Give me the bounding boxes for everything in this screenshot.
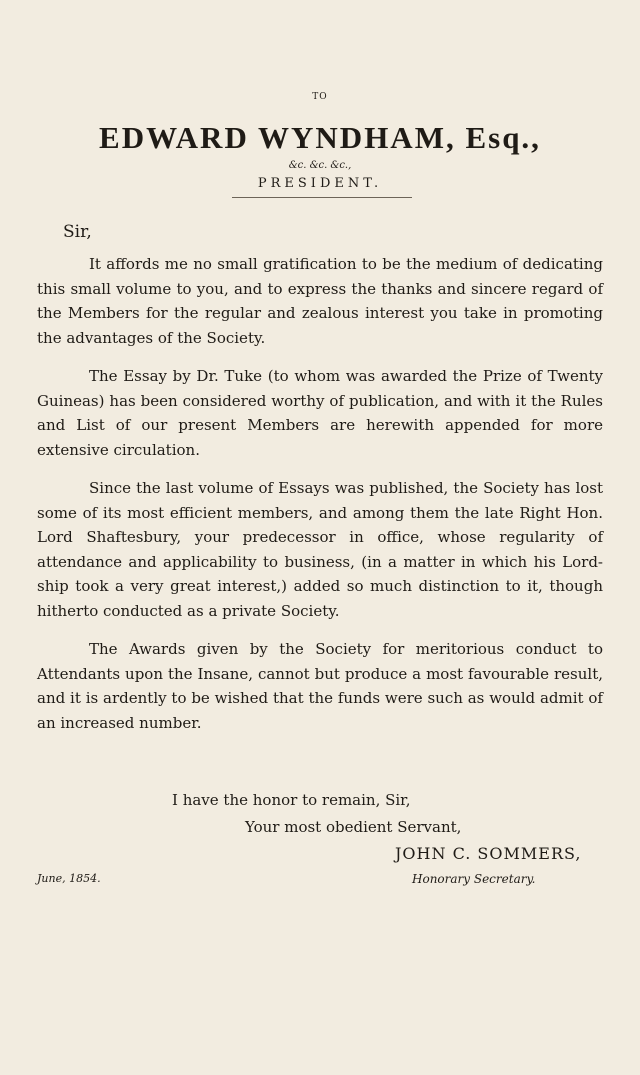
dedication-to: TO <box>312 92 328 102</box>
salutation: Sir, <box>63 222 92 242</box>
addressee-name: EDWARD WYNDHAM, Esq., <box>99 120 541 155</box>
divider-rule <box>232 197 412 198</box>
closing-line-1: I have the honor to remain, Sir, <box>172 791 411 809</box>
addressee-role: PRESIDENT. <box>257 176 383 191</box>
letter-body <box>37 252 603 749</box>
signer-office: Honorary Secretary. <box>412 872 536 886</box>
paragraph-4: The Awards given by the Society for meritorious conduct to Attendants upon the Insane, cannot but produce a most favourable result, and it is ardently to be wished that the funds were such as would admit of an increased number. <box>37 640 603 732</box>
signer-name: JOHN C. SOMMERS, <box>395 844 582 863</box>
closing-line-2: Your most obedient Servant, <box>245 818 462 836</box>
paragraph-1: It affords me no small gratification to be the medium of dedicating this small volume to you, and to express the thanks and sincere regard of the Members for the regular and zealous interest you take in promoting the advantages of the Society. <box>37 255 603 347</box>
paragraph-2: The Essay by Dr. Tuke (to whom was awarded the Prize of Twenty Guineas) has been considered worthy of publication, and with it the Rules and List of our present Members are herewith appended for more extensive circulation. <box>37 367 603 459</box>
addressee-titles: &c. &c. &c., <box>288 160 352 171</box>
letter-date: June, 1854. <box>37 872 101 885</box>
paragraph-3: Since the last volume of Essays was published, the Society has lost some of its most efficient members, and among them the late Right Hon. Lord Shaftesbury, your predecessor in office, whose regularity of attendance and applicability to business, (in a matter in which his Lord-ship took a very great interest,) added so much distinction to it, though hitherto conducted as a private Society. <box>37 479 603 620</box>
